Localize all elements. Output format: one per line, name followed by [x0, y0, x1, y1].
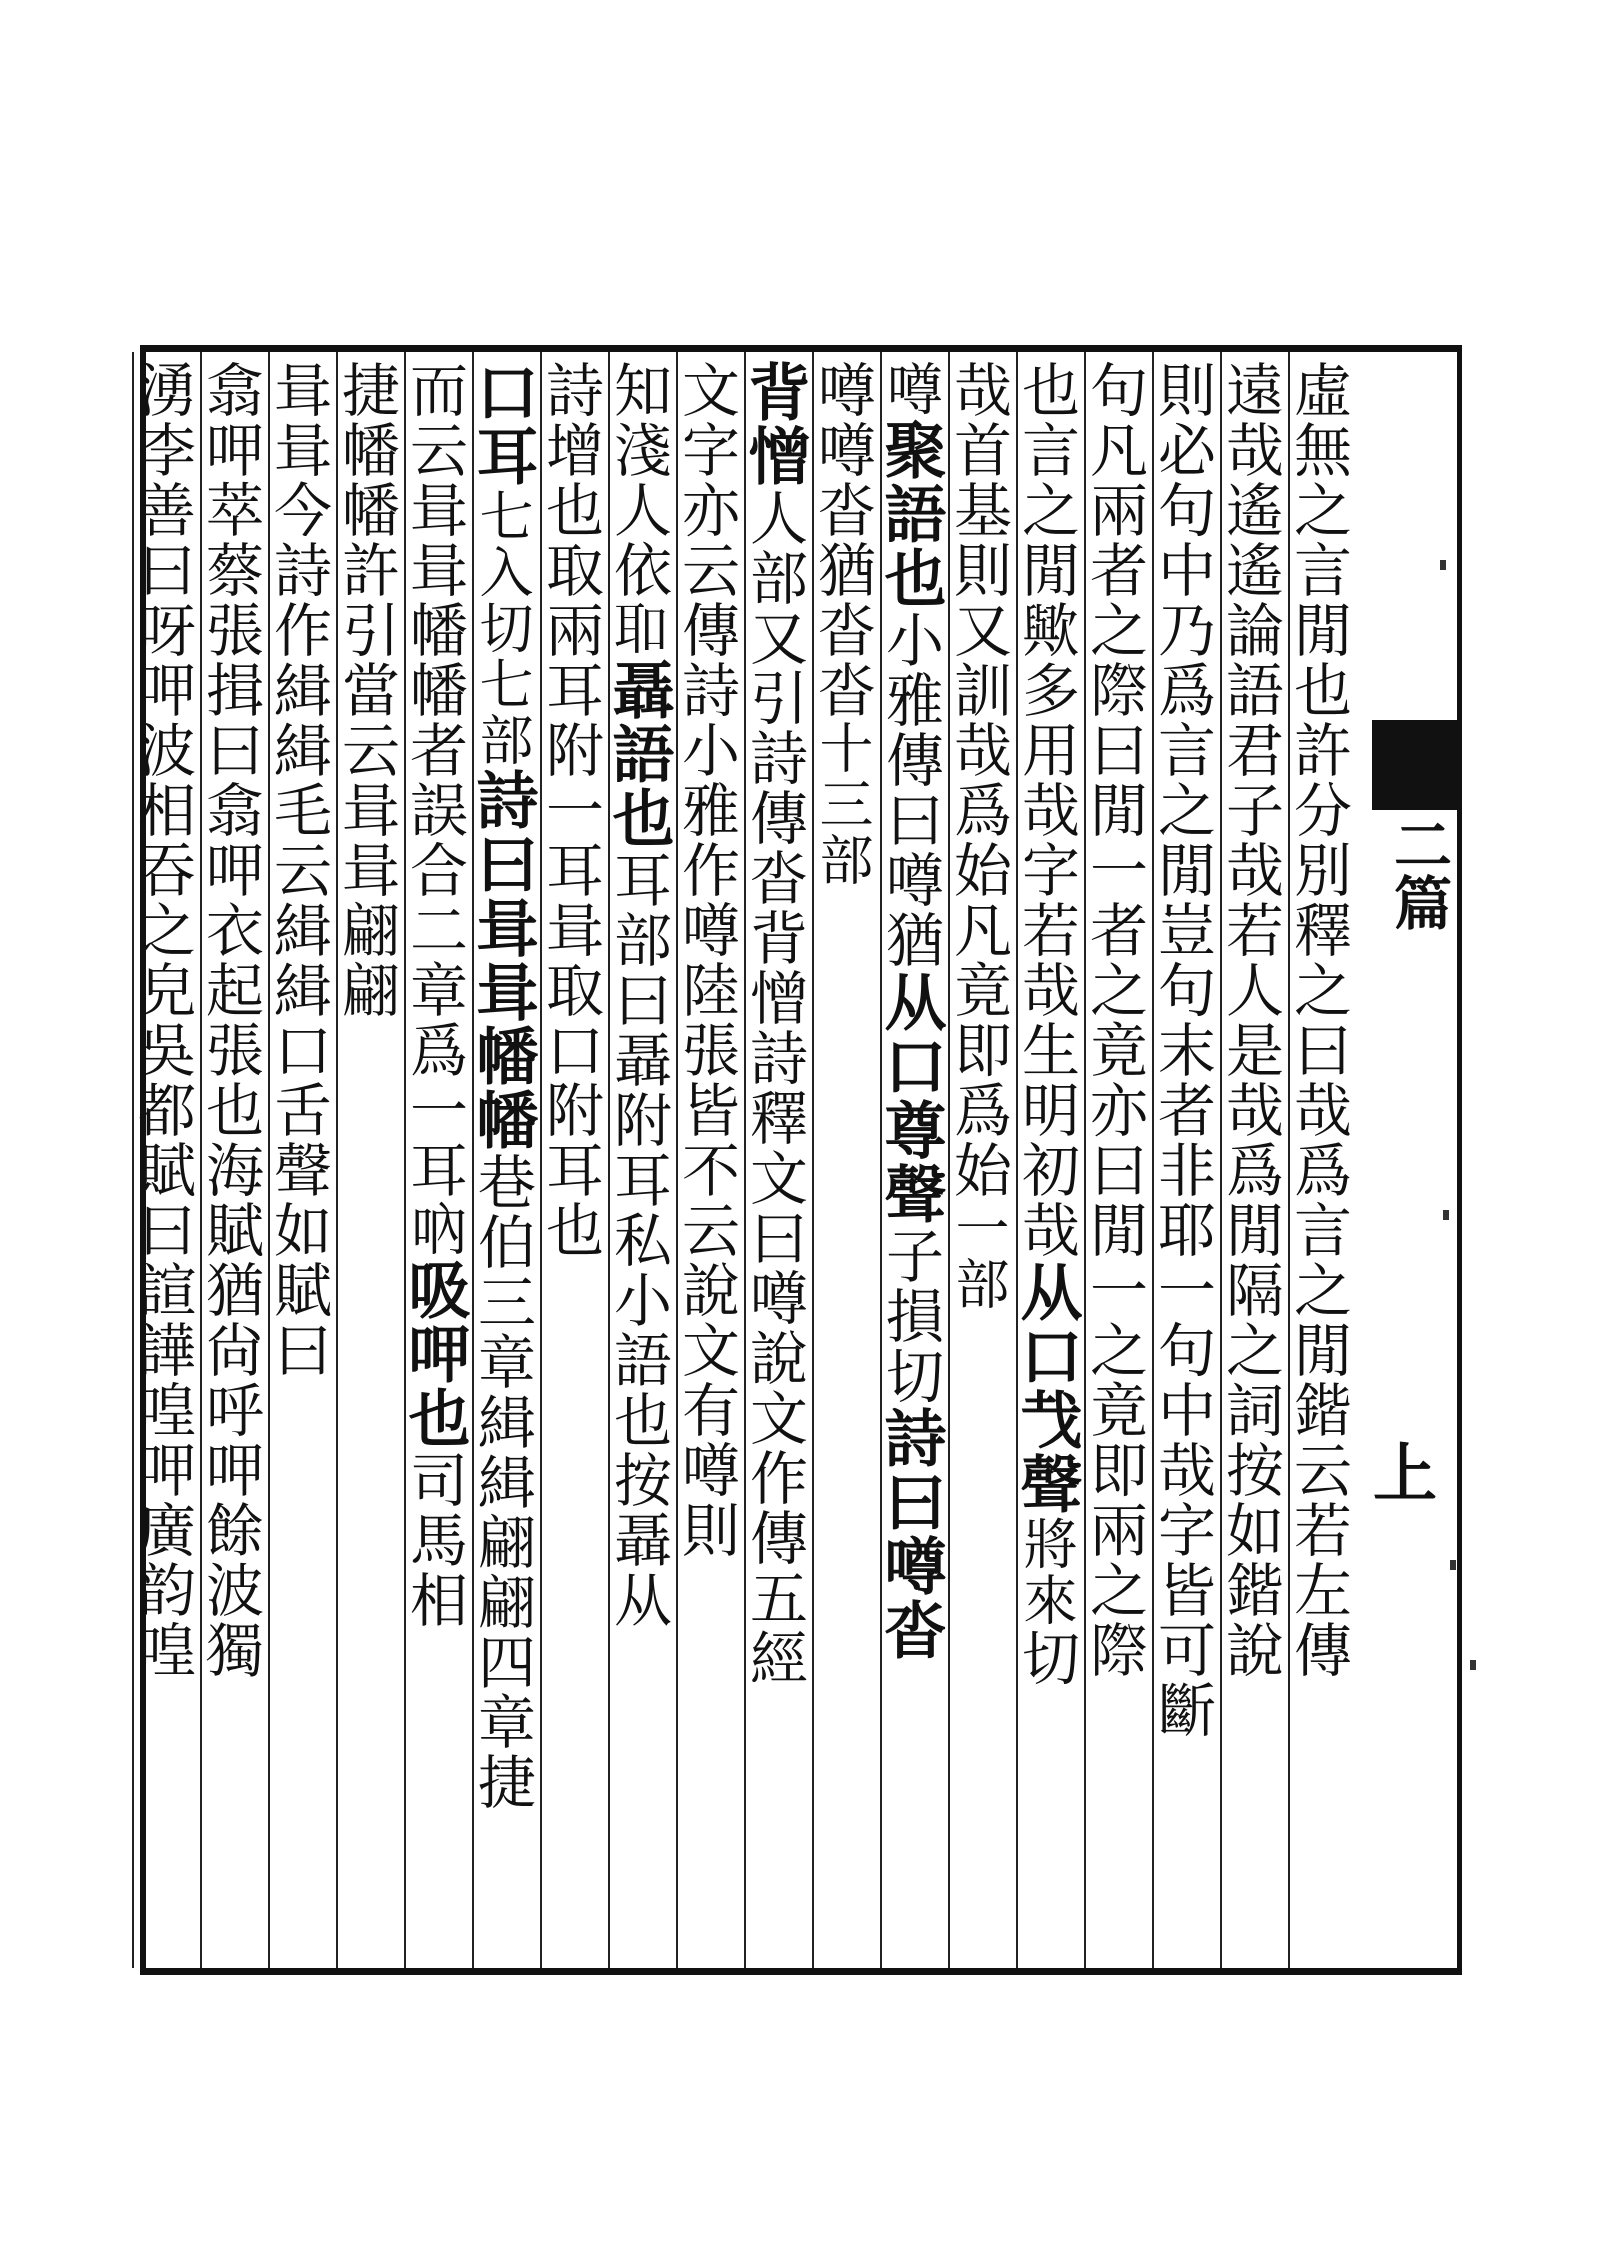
commentary-text: 捷幡幡許引當云咠咠翩翩: [332, 360, 400, 1020]
column-rule: [1016, 352, 1018, 1968]
column-rule: [948, 352, 950, 1968]
column-rule: [132, 352, 134, 1968]
text-column: [944, 360, 1016, 1960]
commentary-text: 而云咠咠幡幡者誤合二章爲一耳: [400, 360, 468, 1200]
commentary-text: 詩增也: [536, 360, 604, 540]
commentary-text: 文字亦云傳詩小雅作噂陸張皆不云說文有噂則: [672, 360, 740, 1560]
commentary-text: 噂噂沓猶沓沓: [808, 360, 876, 720]
commentary-text: 也言之閒歟多用哉字若哉生明初哉: [1012, 360, 1080, 1260]
column-rule: [812, 352, 814, 1968]
commentary-text: 取兩耳附一耳咠取口附耳也: [536, 540, 604, 1260]
commentary-text: 際: [1080, 1620, 1148, 1680]
column-rule: [336, 352, 338, 1968]
margin-dot: [1470, 1660, 1476, 1670]
text-column: [536, 360, 608, 1960]
commentary-text: 湧李善曰呀呷波相吞之皃吳都賦曰諠譁喤呷廣韵喤: [128, 360, 196, 1680]
column-rule: [608, 352, 610, 1968]
main-entry-text: 詩曰咠咠幡幡: [466, 768, 539, 1152]
text-column: [264, 360, 336, 1960]
main-entry-text: 聚語也: [874, 418, 947, 610]
text-column: [874, 360, 948, 1960]
margin-dot: [1440, 560, 1446, 570]
commentary-text: 鍇云若左傳: [1284, 1380, 1352, 1680]
text-column: [1216, 360, 1288, 1960]
commentary-text: 子損切: [876, 1226, 944, 1406]
column-rule: [744, 352, 746, 1968]
margin-black-tab: [1372, 720, 1462, 810]
commentary-text: 知淺人依: [604, 360, 672, 600]
text-column: [398, 360, 472, 1960]
commentary-text: 斷: [1148, 1680, 1216, 1740]
commentary-text: 司馬相: [400, 1450, 468, 1630]
text-column: [738, 360, 812, 1960]
main-entry-text: 从口尊聲: [874, 970, 947, 1226]
commentary-text: 七入切七部: [471, 488, 534, 768]
commentary-text: 耳部曰聶附耳私小語也按聶从: [604, 850, 672, 1630]
commentary-text: 人部又引詩傳沓背憎詩釋文曰噂說文作傳五經: [740, 488, 808, 1688]
commentary-text: 虛無之言閒也許分別釋之曰哉爲言之閒: [1284, 360, 1352, 1380]
commentary-text: 句凡兩者之際曰閒一者之竟亦曰閒一之竟即兩之: [1080, 360, 1148, 1620]
margin-glyph-mark: 上: [1373, 1437, 1437, 1512]
commentary-text: 巷伯三章緝緝翩翩四章捷: [468, 1152, 536, 1812]
column-rule: [268, 352, 270, 1968]
text-column: [602, 360, 676, 1960]
main-entry-text: 𢦏聲: [1010, 1388, 1083, 1516]
margin-dot: [1450, 1560, 1456, 1570]
column-rule: [676, 352, 678, 1968]
text-column: [196, 360, 268, 1960]
text-column: [672, 360, 744, 1960]
main-entry-text: 从口: [1010, 1260, 1083, 1388]
column-rule: [404, 352, 406, 1968]
commentary-text: 一部: [947, 1200, 1010, 1312]
main-entry-text: 聶語也: [602, 658, 675, 850]
main-entry-text: 口耳: [466, 360, 539, 488]
text-column: [1284, 360, 1356, 1960]
text-column: [1080, 360, 1152, 1960]
column-rule: [1084, 352, 1086, 1968]
commentary-text: 咠咠今詩作緝緝毛云緝緝口舌聲: [264, 360, 332, 1200]
commentary-text: 小雅傳曰噂猶: [876, 610, 944, 970]
text-column: [332, 360, 404, 1960]
commentary-text: 將來: [1015, 1516, 1078, 1628]
text-column: [808, 360, 880, 1960]
column-rule: [1220, 352, 1222, 1968]
seal-script-character: 𦔻: [606, 600, 671, 658]
margin-section-label: 二篇: [1384, 815, 1452, 931]
commentary-text: 切: [1012, 1628, 1080, 1688]
text-column: [1148, 360, 1220, 1960]
commentary-text: 哉首基則又訓哉爲始凡竟即爲始: [944, 360, 1012, 1200]
text-column: [128, 360, 200, 1960]
column-rule: [540, 352, 542, 1968]
seal-script-character: 噂: [878, 360, 943, 418]
commentary-text: 則必句中乃爲言之閒豈句末者非耶一句中哉字皆可: [1148, 360, 1216, 1680]
text-column: [1010, 360, 1084, 1960]
column-rule: [1288, 352, 1290, 1968]
column-rule: [880, 352, 882, 1968]
text-column: [466, 360, 540, 1960]
main-entry-text: 吸呷也: [398, 1258, 471, 1450]
commentary-text: 十三部: [811, 720, 874, 888]
column-rule: [1152, 352, 1154, 1968]
main-entry-text: 背憎: [738, 360, 811, 488]
column-rule: [200, 352, 202, 1968]
commentary-text: 如賦曰: [264, 1200, 332, 1380]
main-entry-text: 詩曰噂沓: [874, 1406, 947, 1662]
margin-dot: [1443, 1210, 1449, 1220]
commentary-text: 遠哉遙遙論語君子哉若人是哉爲閒隔之詞按如鍇說: [1216, 360, 1284, 1680]
column-rule: [472, 352, 474, 1968]
seal-script-character: 吶: [402, 1200, 467, 1258]
commentary-text: 翕呷萃蔡張揖曰翕呷衣起張也海賦猶尙呼呷餘波獨: [196, 360, 264, 1680]
